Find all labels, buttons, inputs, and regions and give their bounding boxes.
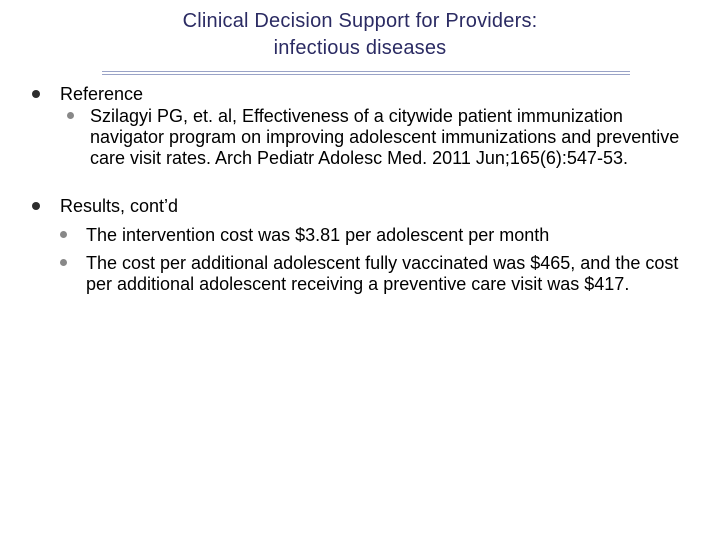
sub-bullet-dot <box>67 112 74 119</box>
title-line-2: infectious diseases <box>273 37 447 59</box>
title-divider <box>102 71 630 75</box>
title-line-1: Clinical Decision Support for Providers: <box>182 10 538 32</box>
result-vaccination-cost: The cost per additional adolescent fully vaccinated was $465, and the cost per additional adolescent receiving a preventive care visit was $417. <box>86 253 679 294</box>
bullet-results-label: Results, cont’d <box>60 196 179 216</box>
bullet-dot <box>32 202 40 210</box>
sub-bullet-dot <box>60 231 67 238</box>
bullet-dot <box>32 90 40 98</box>
sub-bullet-dot <box>60 259 67 266</box>
slide-title <box>0 8 720 62</box>
reference-citation: Szilagyi PG, et. al, Effectiveness of a citywide patient immunization navigator program on improving adolescent immunizations and preventive care visit rates. Arch Pediatr Adolesc Med. 2011 Jun;165(6):547-53. <box>90 106 680 168</box>
result-intervention-cost: The intervention cost was $3.81 per adolescent per month <box>86 225 550 245</box>
bullet-reference-label: Reference <box>60 84 144 104</box>
